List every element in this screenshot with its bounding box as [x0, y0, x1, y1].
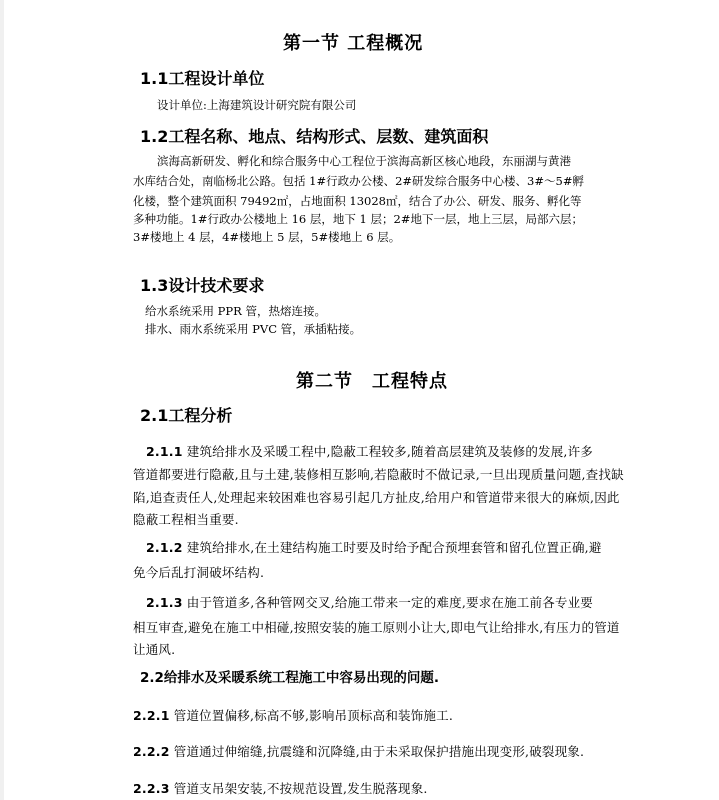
- section-2-title: 第二节 工程特点: [296, 371, 448, 392]
- heading-2-2: 2.2给排水及采暖系统工程施工中容易出现的问题.: [140, 670, 440, 686]
- design-unit-text: 设计单位:上海建筑设计研究院有限公司: [157, 98, 357, 112]
- para1-line-1: 滨海高新研发、孵化和综合服务中心工程位于滨海高新区核心地段，东丽湖与黄港: [157, 154, 571, 168]
- item-2-2-3: [133, 779, 428, 797]
- section-1-title: 第一节 工程概况: [283, 33, 424, 54]
- item-2-1-1-line-4: 隐蔽工程相当重要.: [133, 512, 239, 527]
- heading-1-1: 1.1工程设计单位: [140, 69, 265, 88]
- item-2-1-3-line-3: 让通风.: [133, 642, 176, 657]
- item-2-1-1-text: 建筑给排水及采暖工程中,隐蔽工程较多,随着高层建筑及装修的发展,许多: [186, 444, 594, 459]
- req-line-1: 给水系统采用 PPR 管，热熔连接。: [145, 304, 326, 318]
- item-2-1-3-number: 2.1.3: [146, 595, 183, 610]
- item-2-2-1: [133, 706, 453, 724]
- heading-1-3: 1.3设计技术要求: [140, 276, 265, 295]
- item-2-2-1-text: 管道位置偏移,标高不够,影响吊顶标高和装饰施工.: [173, 708, 454, 723]
- item-2-2-1-number: 2.2.1: [133, 708, 170, 723]
- item-2-1-3-line-2: 相互审查,避免在施工中相碰,按照安装的施工原则小让大,即电气让给排水,有压力的管道: [133, 620, 620, 635]
- item-2-2-2-text: 管道通过伸缩缝,抗震缝和沉降缝,由于未采取保护措施出现变形,破裂现象.: [173, 744, 585, 759]
- item-2-1-2-line-1: [146, 538, 602, 556]
- para1-line-4: 多种功能。1#行政办公楼地上 16 层，地下 1 层；2#地下一层，地上三层，局部六层；: [133, 212, 583, 226]
- para1-line-3: 化楼，整个建筑面积 79492㎡，占地面积 13028㎡，结合了办公、研发、服务、孵化等: [133, 194, 582, 208]
- item-2-2-3-text: 管道支吊架安装,不按规范设置,发生脱落现象.: [173, 781, 428, 796]
- item-2-2-2-number: 2.2.2: [133, 744, 170, 759]
- item-2-2-2: [133, 742, 584, 760]
- item-2-1-2-line-2: 免今后乱打洞破坏结构.: [133, 565, 265, 580]
- req-line-2: 排水、雨水系统采用 PVC 管，承插粘接。: [145, 322, 362, 336]
- para1-line-2: 水库结合处，南临杨北公路。包括 1#行政办公楼、2#研发综合服务中心楼、3#～5#孵: [133, 174, 584, 188]
- item-2-1-1-line-3: 陷,追查责任人,处理起来较困难也容易引起几方扯皮,给用户和管道带来很大的麻烦,因此: [133, 490, 620, 505]
- item-2-1-2-text: 建筑给排水,在土建结构施工时要及时给予配合预埋套管和留孔位置正确,避: [186, 540, 602, 555]
- item-2-2-3-number: 2.2.3: [133, 781, 170, 796]
- item-2-1-3-line-1: [146, 593, 593, 611]
- para1-line-5: 3#楼地上 4 层，4#楼地上 5 层，5#楼地上 6 层。: [133, 230, 401, 244]
- item-2-1-1-line-1: [146, 442, 593, 460]
- item-2-1-1-number: 2.1.1: [146, 444, 183, 459]
- heading-2-1: 2.1工程分析: [140, 406, 233, 425]
- heading-1-2: 1.2工程名称、地点、结构形式、层数、建筑面积: [140, 127, 489, 146]
- item-2-1-2-number: 2.1.2: [146, 540, 183, 555]
- item-2-1-3-text: 由于管道多,各种管网交叉,给施工带来一定的难度,要求在施工前各专业要: [186, 595, 594, 610]
- item-2-1-1-line-2: 管道都要进行隐蔽,且与土建,装修相互影响,若隐蔽时不做记录,一旦出现质量问题,查找缺: [133, 467, 624, 482]
